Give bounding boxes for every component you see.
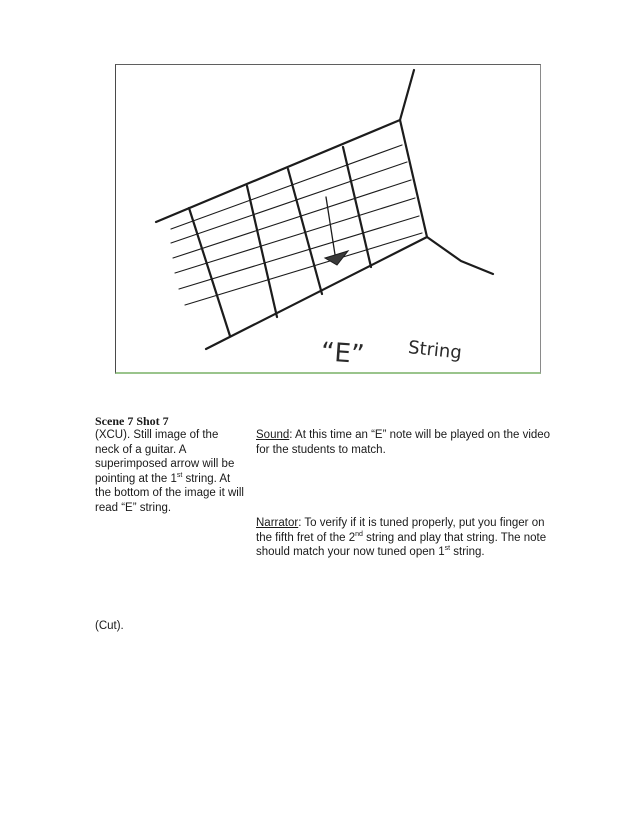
desc-text-2: string. At the bottom of the image it will read “E” string. [95,472,244,514]
cut-instruction: (Cut). [95,620,124,632]
fret [288,169,322,294]
guitar-string [171,145,402,229]
narrator-sup-2: st [444,545,451,552]
scene-heading: Scene 7 Shot 7 [95,414,169,428]
sound-text: : At this time an “E” note will be played on the video for the students to match. [256,429,551,456]
narrator-text-3: string. [450,546,485,558]
string-label: String [407,337,463,364]
guitar-string [179,216,419,289]
sound-label: Sound [256,429,290,441]
narrator-label: Narrator [256,517,299,529]
narrator-sup-1: nd [355,530,363,538]
neck-bottom-edge [206,237,493,349]
desc-sup: st [176,471,183,479]
fret [343,147,371,267]
neck-nut [400,120,427,237]
narrator-note [256,516,556,560]
sound-note [256,428,556,457]
storyboard-frame [115,64,541,374]
fret [189,208,230,336]
neck-top-edge [156,70,414,222]
narrator-text-2: string and play that string. The note should match your now tuned open 1 [256,531,547,558]
guitar-neck-sketch [116,65,540,372]
guitar-string [173,180,411,258]
arrow-head [325,251,348,265]
desc-text-1: (XCU). Still image of the neck of a guitar. A superimposed arrow will be pointing at the 1 [95,429,235,485]
e-label: “E” [319,337,366,371]
shot-description [95,428,245,515]
narrator-text-1: : To verify if it is tuned properly, put you finger on the fifth fret of the 2 [256,517,545,544]
guitar-string [185,233,422,305]
fret [247,186,277,317]
